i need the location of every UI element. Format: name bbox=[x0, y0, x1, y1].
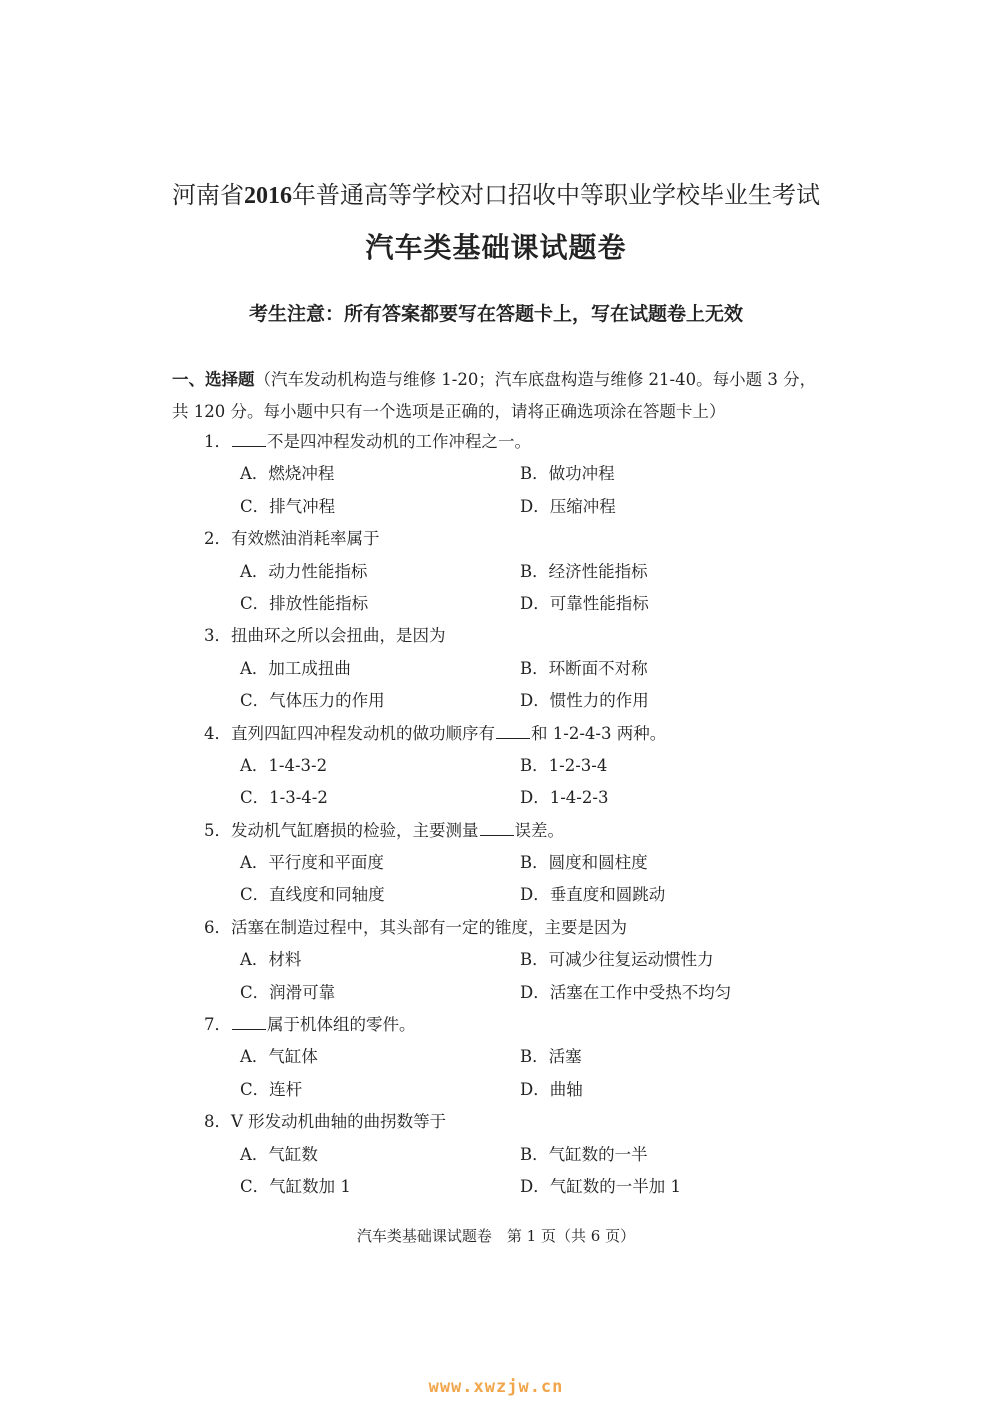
question-5-options-row-1 bbox=[204, 847, 824, 879]
question-7-options-row-1 bbox=[204, 1041, 824, 1073]
question-8-option-d: D．气缸数的一半加 1 bbox=[520, 1176, 681, 1196]
answer-blank bbox=[232, 428, 266, 447]
exam-title-prefix: 河南省 bbox=[172, 181, 244, 209]
page-footer: 汽车类基础课试题卷 第 1 页（共 6 页） bbox=[356, 1227, 636, 1245]
question-1-options-row-1 bbox=[204, 458, 824, 490]
question-3-stem: 3．扭曲环之所以会扭曲，是因为 bbox=[204, 626, 446, 646]
section-heading: 一、选择题 bbox=[172, 370, 255, 389]
question-1-option-c: C．排气冲程 bbox=[240, 496, 336, 516]
question-1-option-b: B．做功冲程 bbox=[520, 464, 615, 484]
question-5-option-b: B．圆度和圆柱度 bbox=[520, 853, 648, 873]
exam-title-year: 2016 bbox=[244, 183, 292, 209]
question-4-option-b: B．1-2-3-4 bbox=[520, 755, 608, 775]
question-2-stem: 2．有效燃油消耗率属于 bbox=[204, 529, 380, 549]
exam-title-suffix: 年普通高等学校对口招收中等职业学校毕业生考试 bbox=[292, 181, 820, 209]
question-4-options-row-2 bbox=[204, 782, 824, 814]
question-5-options-row-2 bbox=[204, 879, 824, 911]
question-8-options-row-1 bbox=[204, 1139, 824, 1171]
question-8-option-c: C．气缸数加 1 bbox=[240, 1176, 351, 1196]
question-3-options-row-1 bbox=[204, 653, 824, 685]
question-6-stem: 6．活塞在制造过程中，其头部有一定的锥度，主要是因为 bbox=[204, 917, 627, 937]
question-7-option-a: A．气缸体 bbox=[240, 1047, 318, 1067]
question-6-options-row-2 bbox=[204, 977, 824, 1009]
question-6-option-c: C．润滑可靠 bbox=[240, 982, 336, 1002]
question-6-options-row-1 bbox=[204, 944, 824, 976]
question-7-option-c: C．连杆 bbox=[240, 1079, 303, 1099]
site-watermark: www.xwzjw.cn bbox=[428, 1377, 564, 1397]
question-3-option-a: A．加工成扭曲 bbox=[240, 658, 351, 678]
exam-notice: 考生注意：所有答案都要写在答题卡上，写在试题卷上无效 bbox=[248, 303, 743, 325]
question-2-option-c: C．排放性能指标 bbox=[240, 593, 369, 613]
question-5-option-a: A．平行度和平面度 bbox=[240, 853, 384, 873]
question-4-stem: 4．直列四缸四冲程发动机的做功顺序有 和 1-2-4-3 两种。 bbox=[204, 718, 824, 750]
question-3-option-b: B．环断面不对称 bbox=[520, 658, 648, 678]
question-7-option-d: D．曲轴 bbox=[520, 1079, 583, 1099]
question-2-options-row-1 bbox=[204, 556, 824, 588]
question-5-stem: 5．发动机气缸磨损的检验，主要测量 误差。 bbox=[204, 815, 824, 847]
question-list bbox=[204, 426, 824, 1203]
question-5-option-c: C．直线度和同轴度 bbox=[240, 885, 385, 905]
section-intro bbox=[172, 364, 832, 428]
question-1-options-row-2 bbox=[204, 491, 824, 523]
section-description: （汽车发动机构造与维修 1-20；汽车底盘构造与维修 21-40。每小题 3 分，共 120 分。每小题中只有一个选项是正确的，请将正确选项涂在答题卡上） bbox=[172, 370, 817, 421]
question-4-option-d: D．1-4-2-3 bbox=[520, 788, 609, 808]
question-7-option-b: B．活塞 bbox=[520, 1047, 582, 1067]
question-8-option-a: A．气缸数 bbox=[240, 1144, 318, 1164]
question-6-option-d: D．活塞在工作中受热不均匀 bbox=[520, 982, 732, 1002]
question-5-option-d: D．垂直度和圆跳动 bbox=[520, 885, 666, 905]
question-2-option-b: B．经济性能指标 bbox=[520, 561, 648, 581]
question-3-option-c: C．气体压力的作用 bbox=[240, 691, 385, 711]
question-2-option-d: D．可靠性能指标 bbox=[520, 593, 649, 613]
question-6-option-b: B．可减少往复运动惯性力 bbox=[520, 950, 714, 970]
question-6-option-a: A．材料 bbox=[240, 950, 302, 970]
paper-title: 汽车类基础课试题卷 bbox=[365, 231, 627, 264]
question-1-option-a: A．燃烧冲程 bbox=[240, 464, 335, 484]
question-8-options-row-2 bbox=[204, 1171, 824, 1203]
answer-blank bbox=[480, 817, 514, 836]
exam-title bbox=[0, 175, 992, 210]
question-2-option-a: A．动力性能指标 bbox=[240, 561, 368, 581]
question-2-options-row-2 bbox=[204, 588, 824, 620]
question-7-options-row-2 bbox=[204, 1074, 824, 1106]
question-4-options-row-1 bbox=[204, 750, 824, 782]
question-1-option-d: D．压缩冲程 bbox=[520, 496, 616, 516]
question-1-stem: 1． 不是四冲程发动机的工作冲程之一。 bbox=[204, 426, 824, 458]
question-4-option-a: A．1-4-3-2 bbox=[240, 755, 328, 775]
question-3-options-row-2 bbox=[204, 685, 824, 717]
question-4-option-c: C．1-3-4-2 bbox=[240, 788, 328, 808]
question-3-option-d: D．惯性力的作用 bbox=[520, 691, 649, 711]
question-7-stem: 7． 属于机体组的零件。 bbox=[204, 1009, 824, 1041]
answer-blank bbox=[496, 720, 530, 739]
answer-blank bbox=[232, 1011, 266, 1030]
question-8-stem: 8．V 形发动机曲轴的曲拐数等于 bbox=[204, 1112, 447, 1132]
question-8-option-b: B．气缸数的一半 bbox=[520, 1144, 648, 1164]
